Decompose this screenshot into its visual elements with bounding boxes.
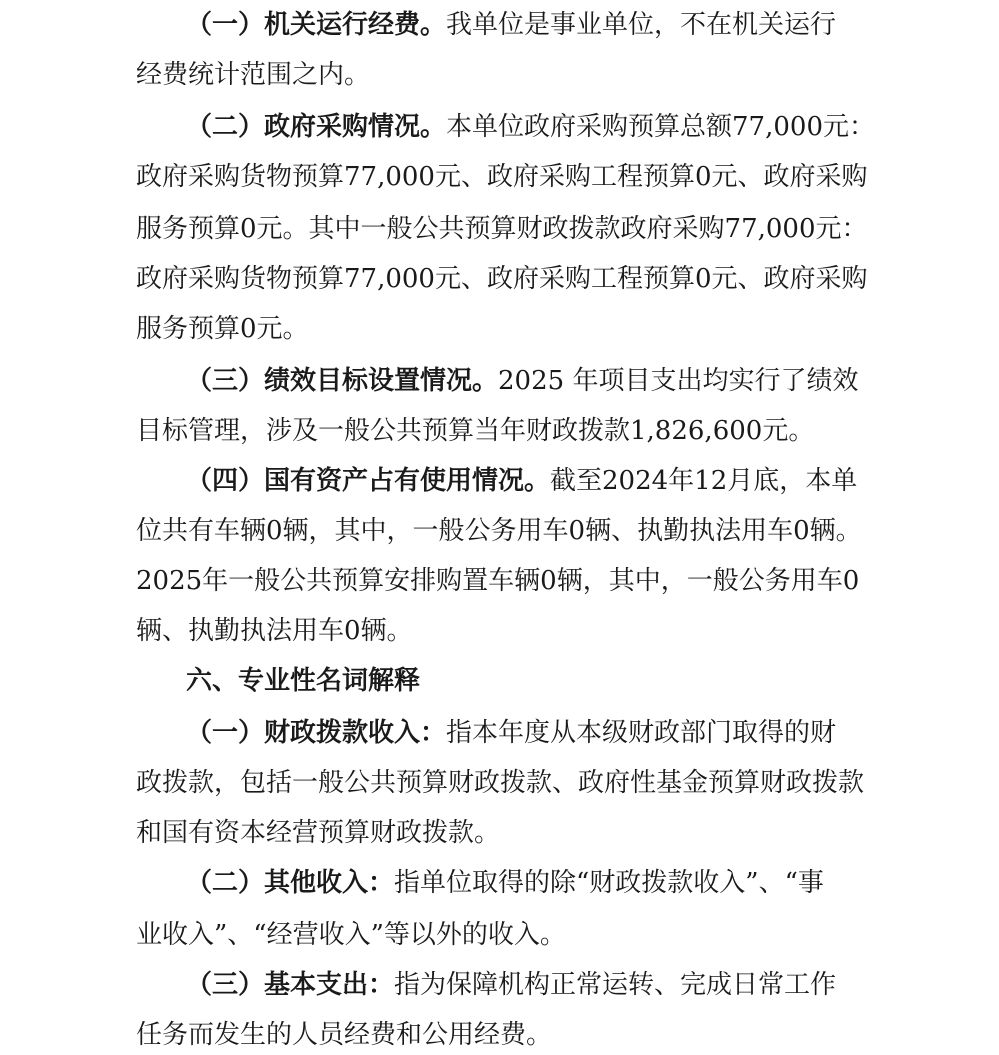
paragraph-other-revenue-line2: 业收入”、“经营收入”等以外的收入。 [136,920,566,950]
paragraph-operating-expenses-line1 [0,8,999,42]
paragraph-text: 我单位是事业单位，不在机关运行 [446,10,837,40]
paragraph-label: （四）国有资产占有使用情况。 [186,466,551,496]
paragraph-basic-expenditure-line1 [0,968,999,1002]
paragraph-procurement-line1 [0,110,999,144]
paragraph-performance-line2: 目标管理，涉及一般公共预算当年财政拨款1,826,600元。 [136,416,815,446]
paragraph-label: （二）其他收入： [186,868,395,898]
paragraph-procurement-line2: 政府采购货物预算77,000元、政府采购工程预算0元、政府采购 [136,162,868,192]
paragraph-fiscal-revenue-line1 [0,716,999,750]
paragraph-assets-line4: 辆、执勤执法用车0辆。 [136,616,413,646]
paragraph-text: 指本年度从本级财政部门取得的财 [446,718,837,748]
paragraph-operating-expenses-line2: 经费统计范围之内。 [136,60,371,90]
paragraph-assets-line1 [0,464,999,498]
paragraph-fiscal-revenue-line3: 和国有资本经营预算财政拨款。 [136,818,501,848]
paragraph-text: 截至2024年12月底，本单 [550,466,858,496]
paragraph-assets-line3: 2025年一般公共预算安排购置车辆0辆，其中，一般公务用车0 [136,566,860,596]
paragraph-text: 2025 年项目支出均实行了绩效 [498,366,859,396]
paragraph-basic-expenditure-line2: 任务而发生的人员经费和公用经费。 [136,1020,553,1050]
paragraph-label: （三）绩效目标设置情况。 [186,366,499,396]
paragraph-other-revenue-line1 [0,866,999,900]
paragraph-text: 本单位政府采购预算总额77,000元： [446,112,875,142]
paragraph-text: 指单位取得的除“财政拨款收入”、“事 [394,868,824,898]
paragraph-label: （一）财政拨款收入： [186,718,447,748]
paragraph-label: （三）基本支出： [186,970,395,1000]
paragraph-procurement-line3: 服务预算0元。其中一般公共预算财政拨款政府采购77,000元： [136,214,868,244]
paragraph-performance-line1 [0,364,999,398]
paragraph-procurement-line5: 服务预算0元。 [136,314,309,344]
paragraph-text: 指为保障机构正常运转、完成日常工作 [394,970,837,1000]
paragraph-procurement-line4: 政府采购货物预算77,000元、政府采购工程预算0元、政府采购 [136,264,868,294]
section-heading: 六、专业性名词解释 [186,666,421,696]
paragraph-assets-line2: 位共有车辆0辆，其中，一般公务用车0辆、执勤执法用车0辆。 [136,516,862,546]
paragraph-fiscal-revenue-line2: 政拨款，包括一般公共预算财政拨款、政府性基金预算财政拨款 [136,768,865,798]
paragraph-label: （二）政府采购情况。 [186,112,447,142]
paragraph-label: （一）机关运行经费。 [186,10,447,40]
